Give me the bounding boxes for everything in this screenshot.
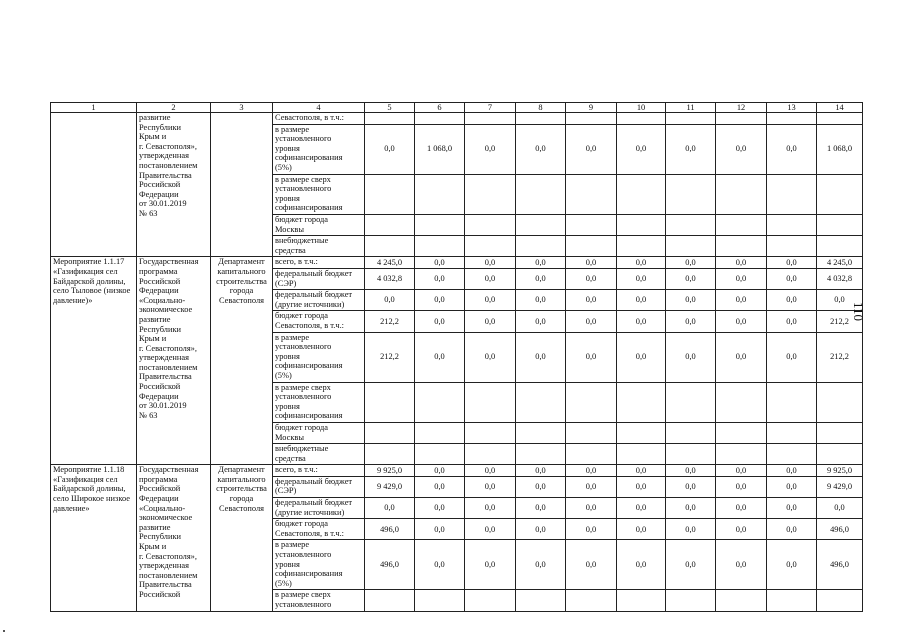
value-cell: 0,0 [617,311,666,332]
scan-mark [3,630,5,632]
value-cell: 0,0 [566,519,617,540]
value-cell: 1 068,0 [817,124,863,174]
value-cell: 0,0 [465,465,516,477]
value-cell [666,590,716,611]
value-cell: 0,0 [617,290,666,311]
value-cell: 9 429,0 [817,476,863,497]
value-cell: 212,2 [365,311,415,332]
value-cell [566,113,617,125]
value-cell: 0,0 [465,124,516,174]
value-cell [617,214,666,235]
column-number-row [51,103,863,113]
value-cell: 0,0 [365,498,415,519]
value-cell: 9 429,0 [365,476,415,497]
value-cell: 0,0 [767,290,817,311]
value-cell: 0,0 [516,332,566,382]
value-cell: 0,0 [767,519,817,540]
funding-source-label: в размере установленного уровня софинансирования (5%) [273,540,365,590]
table-row [51,465,863,477]
value-cell: 4 032,8 [817,268,863,289]
value-cell: 212,2 [817,311,863,332]
value-cell: 0,0 [666,124,716,174]
funding-source-label: в размере установленного уровня софинансирования (5%) [273,124,365,174]
value-cell: 0,0 [617,465,666,477]
value-cell [566,214,617,235]
column-number: 8 [516,103,566,113]
value-cell: 0,0 [465,257,516,269]
value-cell: 0,0 [516,124,566,174]
value-cell: 0,0 [767,257,817,269]
value-cell: 0,0 [516,498,566,519]
value-cell: 0,0 [666,257,716,269]
value-cell [516,113,566,125]
value-cell: 9 925,0 [365,465,415,477]
funding-source-label: бюджет города Севастополя, в т.ч.: [273,311,365,332]
value-cell: 0,0 [716,540,767,590]
value-cell: 0,0 [465,311,516,332]
value-cell [666,422,716,443]
value-cell [415,590,465,611]
value-cell [415,422,465,443]
value-cell: 0,0 [516,311,566,332]
value-cell [666,174,716,214]
value-cell: 0,0 [666,465,716,477]
value-cell: 0,0 [465,498,516,519]
column-number: 1 [51,103,137,113]
funding-source-label: федеральный бюджет (другие источники) [273,498,365,519]
value-cell: 0,0 [716,124,767,174]
value-cell: 0,0 [415,332,465,382]
value-cell [415,214,465,235]
value-cell [817,382,863,422]
value-cell: 0,0 [516,540,566,590]
value-cell: 0,0 [415,290,465,311]
value-cell [516,422,566,443]
value-cell: 9 925,0 [817,465,863,477]
value-cell: 0,0 [516,476,566,497]
value-cell: 0,0 [566,311,617,332]
value-cell [465,174,516,214]
column-number: 7 [465,103,516,113]
value-cell [465,590,516,611]
value-cell: 0,0 [617,332,666,382]
value-cell [516,236,566,257]
value-cell [617,444,666,465]
value-cell: 0,0 [817,498,863,519]
funding-source-label: внебюджетные средства [273,236,365,257]
value-cell: 0,0 [617,257,666,269]
value-cell [365,113,415,125]
value-cell: 0,0 [767,332,817,382]
value-cell: 0,0 [566,465,617,477]
value-cell [716,382,767,422]
column-number: 3 [211,103,273,113]
value-cell: 496,0 [817,519,863,540]
value-cell: 0,0 [516,290,566,311]
value-cell: 0,0 [666,290,716,311]
value-cell: 0,0 [767,498,817,519]
value-cell [716,422,767,443]
value-cell [465,214,516,235]
value-cell [566,236,617,257]
value-cell [767,236,817,257]
value-cell: 0,0 [566,498,617,519]
value-cell: 0,0 [716,257,767,269]
value-cell: 0,0 [415,540,465,590]
value-cell: 0,0 [415,257,465,269]
value-cell [666,214,716,235]
value-cell [566,174,617,214]
value-cell: 0,0 [617,268,666,289]
funding-source-label: всего, в т.ч.: [273,257,365,269]
funding-source-label: всего, в т.ч.: [273,465,365,477]
value-cell: 0,0 [666,332,716,382]
value-cell: 0,0 [516,465,566,477]
value-cell: 0,0 [666,498,716,519]
column-number: 10 [617,103,666,113]
value-cell [516,214,566,235]
value-cell: 0,0 [566,268,617,289]
page-number: 110 [851,302,866,322]
funding-source-label: бюджет города Москвы [273,214,365,235]
value-cell: 0,0 [566,257,617,269]
value-cell [716,444,767,465]
program-name-cell: Государственная программа Российской Федерации «Социально- экономическое развитие Республики Крым и г. Севастополя», утвержденная постановлением Правительства Российской [137,465,211,611]
program-name-cell: развитие Республики Крым и г. Севастополя», утвержденная постановлением Правительства Российской Федерации от 30.01.2019 № 63 [137,113,211,257]
value-cell [666,444,716,465]
value-cell [767,422,817,443]
value-cell [415,444,465,465]
value-cell [365,382,415,422]
value-cell [767,590,817,611]
value-cell: 0,0 [767,476,817,497]
value-cell [465,422,516,443]
value-cell [817,236,863,257]
value-cell [465,236,516,257]
value-cell [566,444,617,465]
value-cell: 0,0 [716,332,767,382]
value-cell: 0,0 [566,124,617,174]
value-cell [817,174,863,214]
value-cell: 0,0 [566,290,617,311]
value-cell: 0,0 [465,540,516,590]
column-number: 13 [767,103,817,113]
column-number: 6 [415,103,465,113]
table-row [51,113,863,125]
funding-source-label: бюджет города Москвы [273,422,365,443]
value-cell [365,214,415,235]
value-cell [516,174,566,214]
value-cell: 0,0 [566,332,617,382]
column-number: 2 [137,103,211,113]
measure-name-cell: Мероприятие 1.1.17 «Газификация сел Байдарской долины, село Тылoвое (низкое давление)» [51,257,137,465]
value-cell [716,113,767,125]
value-cell [716,236,767,257]
value-cell [516,590,566,611]
value-cell [716,214,767,235]
value-cell: 0,0 [415,476,465,497]
funding-source-label: бюджет города Севастополя, в т.ч.: [273,519,365,540]
value-cell: 0,0 [666,519,716,540]
funding-source-label: в размере сверх установленного [273,590,365,611]
value-cell [767,444,817,465]
value-cell: 0,0 [415,519,465,540]
funding-source-label: в размере сверх установленного уровня софинансирования [273,174,365,214]
value-cell: 0,0 [617,498,666,519]
value-cell: 0,0 [716,290,767,311]
value-cell: 1 068,0 [415,124,465,174]
value-cell [767,382,817,422]
value-cell [516,382,566,422]
value-cell: 0,0 [465,476,516,497]
value-cell [617,236,666,257]
value-cell: 0,0 [566,540,617,590]
value-cell: 212,2 [817,332,863,382]
measure-name-cell [51,113,137,257]
value-cell [617,174,666,214]
column-number: 12 [716,103,767,113]
value-cell [365,444,415,465]
value-cell [566,422,617,443]
value-cell [365,236,415,257]
value-cell [817,590,863,611]
value-cell: 0,0 [465,268,516,289]
value-cell [817,214,863,235]
value-cell [365,174,415,214]
funding-source-label: Севастополя, в т.ч.: [273,113,365,125]
value-cell: 0,0 [716,498,767,519]
funding-source-label: внебюджетные средства [273,444,365,465]
column-number: 9 [566,103,617,113]
program-name-cell: Государственная программа Российской Федерации «Социально- экономическое развитие Республики Крым и г. Севастополя», утвержденная постановлением Правительства Российской Федерации от 30.01.2019 № 63 [137,257,211,465]
value-cell: 4 245,0 [365,257,415,269]
value-cell: 0,0 [617,124,666,174]
value-cell [465,382,516,422]
funding-source-label: федеральный бюджет (СЭР) [273,476,365,497]
value-cell: 0,0 [415,498,465,519]
value-cell: 0,0 [716,268,767,289]
value-cell [767,174,817,214]
value-cell: 0,0 [767,268,817,289]
value-cell: 0,0 [716,519,767,540]
value-cell: 0,0 [767,540,817,590]
value-cell [617,422,666,443]
value-cell: 0,0 [666,311,716,332]
table-row [51,257,863,269]
value-cell: 0,0 [666,476,716,497]
value-cell: 0,0 [365,124,415,174]
value-cell [817,113,863,125]
value-cell [817,444,863,465]
column-number: 11 [666,103,716,113]
value-cell: 0,0 [566,476,617,497]
value-cell: 0,0 [666,268,716,289]
value-cell [415,113,465,125]
value-cell [767,214,817,235]
value-cell: 0,0 [516,257,566,269]
value-cell [415,382,465,422]
value-cell: 0,0 [415,465,465,477]
value-cell: 0,0 [716,311,767,332]
value-cell: 0,0 [415,311,465,332]
value-cell [617,382,666,422]
value-cell: 0,0 [767,124,817,174]
value-cell [465,113,516,125]
budget-table [50,102,863,612]
value-cell [365,590,415,611]
value-cell: 4 032,8 [365,268,415,289]
executor-cell [211,113,273,257]
value-cell [617,590,666,611]
value-cell: 496,0 [365,519,415,540]
value-cell [666,382,716,422]
funding-source-label: федеральный бюджет (СЭР) [273,268,365,289]
value-cell: 0,0 [465,332,516,382]
value-cell [365,422,415,443]
value-cell: 4 245,0 [817,257,863,269]
executor-cell: Департамент капитального строительства города Севастополя [211,257,273,465]
funding-source-label: в размере сверх установленного уровня софинансирования [273,382,365,422]
value-cell: 0,0 [617,476,666,497]
executor-cell: Департамент капитального строительства города Севастополя [211,465,273,611]
measure-name-cell: Мероприятие 1.1.18 «Газификация сел Байдарской долины, село Широкое низкое давление» [51,465,137,611]
value-cell [666,236,716,257]
value-cell: 0,0 [465,290,516,311]
funding-source-label: федеральный бюджет (другие источники) [273,290,365,311]
funding-source-label: в размере установленного уровня софинансирования (5%) [273,332,365,382]
value-cell: 0,0 [617,519,666,540]
column-number: 14 [817,103,863,113]
value-cell: 0,0 [365,290,415,311]
value-cell: 0,0 [666,540,716,590]
value-cell: 0,0 [716,476,767,497]
value-cell: 0,0 [817,290,863,311]
value-cell: 0,0 [465,519,516,540]
value-cell [767,113,817,125]
value-cell [516,444,566,465]
value-cell: 212,2 [365,332,415,382]
value-cell [415,236,465,257]
value-cell: 496,0 [817,540,863,590]
value-cell [716,174,767,214]
value-cell [716,590,767,611]
value-cell [617,113,666,125]
value-cell: 0,0 [617,540,666,590]
value-cell: 0,0 [516,268,566,289]
value-cell: 0,0 [516,519,566,540]
value-cell: 0,0 [767,311,817,332]
value-cell: 0,0 [767,465,817,477]
column-number: 4 [273,103,365,113]
value-cell [817,422,863,443]
value-cell: 0,0 [415,268,465,289]
value-cell [566,590,617,611]
value-cell [666,113,716,125]
value-cell: 496,0 [365,540,415,590]
value-cell [465,444,516,465]
value-cell [415,174,465,214]
column-number: 5 [365,103,415,113]
value-cell [566,382,617,422]
value-cell: 0,0 [716,465,767,477]
